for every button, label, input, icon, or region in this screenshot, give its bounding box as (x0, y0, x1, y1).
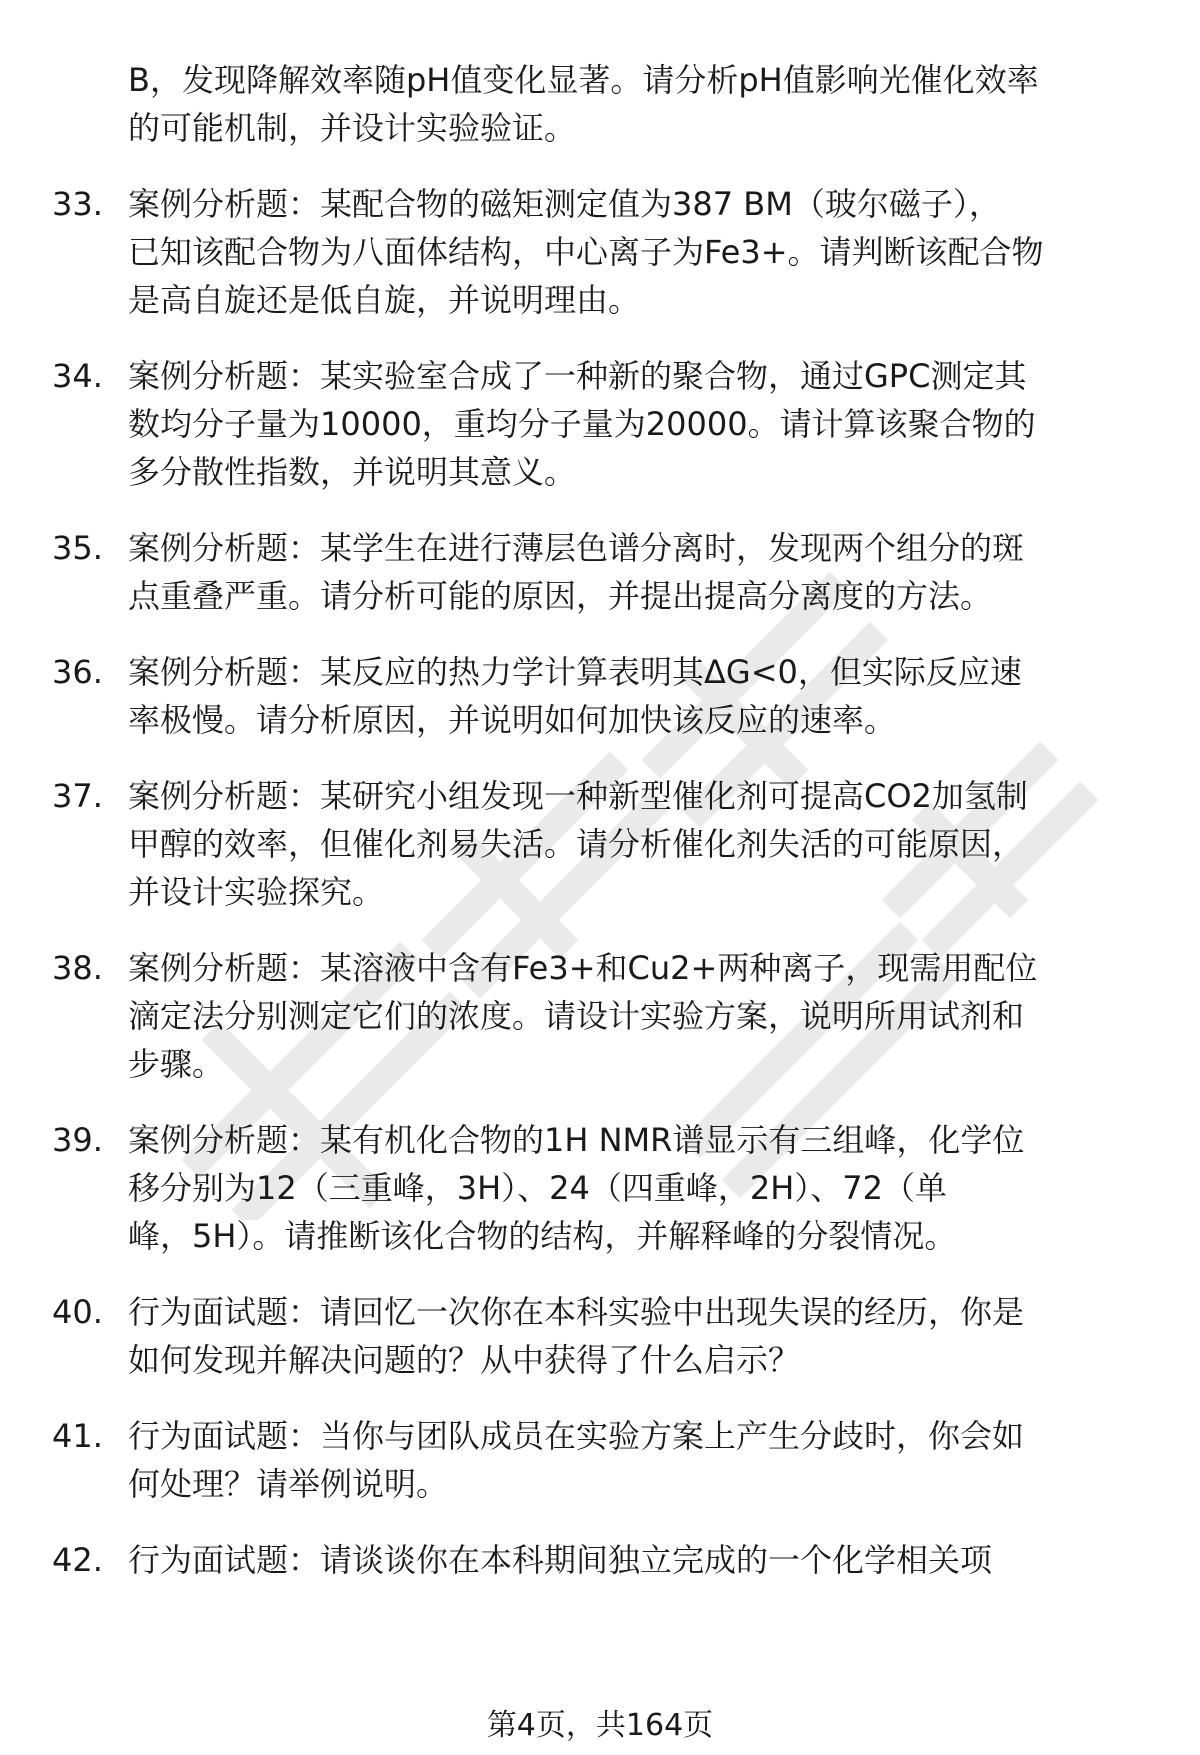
question-38 (0, 944, 1200, 1088)
question-text: 案例分析题：某研究小组发现一种新型催化剂可提高CO2加氢制 甲醇的效率，但催化剂易失活。请分析催化剂失活的可能原因， 并设计实验探究。 (128, 777, 1028, 911)
question-42 (0, 1536, 1200, 1584)
question-number: 37. (52, 777, 103, 815)
question-text: 行为面试题：请谈谈你在本科期间独立完成的一个化学相关项 (128, 1541, 993, 1579)
question-text: 案例分析题：某实验室合成了一种新的聚合物，通过GPC测定其 数均分子量为10000，重均分子量为20000。请计算该聚合物的 多分散性指数，并说明其意义。 (128, 357, 1036, 491)
question-list (0, 56, 1200, 1612)
question-number: 39. (52, 1121, 103, 1159)
question-text: B，发现降解效率随pH值变化显著。请分析pH值影响光催化效率 的可能机制，并设计实验验证。 (128, 61, 1039, 147)
question-number: 38. (52, 949, 103, 987)
question-number: 36. (52, 653, 103, 691)
question-number: 40. (52, 1293, 103, 1331)
question-text: 案例分析题：某反应的热力学计算表明其ΔG<0，但实际反应速 率极慢。请分析原因，并说明如何加快该反应的速率。 (128, 653, 1022, 739)
question-text: 案例分析题：某溶液中含有Fe3+和Cu2+两种离子，现需用配位 滴定法分别测定它们的浓度。请设计实验方案，说明所用试剂和 步骤。 (128, 949, 1038, 1083)
question-40 (0, 1288, 1200, 1384)
question-39 (0, 1116, 1200, 1260)
question-text: 案例分析题：某有机化合物的1H NMR谱显示有三组峰，化学位 移分别为12（三重峰，3H）、24（四重峰，2H）、72（单 峰，5H）。请推断该化合物的结构，并解释峰的分裂情况。 (128, 1121, 1025, 1255)
question-text: 案例分析题：某配合物的磁矩测定值为387 BM（玻尔磁子）， 已知该配合物为八面体结构，中心离子为Fe3+。请判断该配合物 是高自旋还是低自旋，并说明理由。 (128, 185, 1044, 319)
question-continued (0, 56, 1200, 152)
question-34 (0, 352, 1200, 496)
question-36 (0, 648, 1200, 744)
page-number-label: 第4页，共164页 (486, 1708, 714, 1743)
question-33 (0, 180, 1200, 324)
question-37 (0, 772, 1200, 916)
question-number: 35. (52, 529, 103, 567)
page-footer (0, 1706, 1200, 1746)
question-text: 案例分析题：某学生在进行薄层色谱分离时，发现两个组分的斑 点重叠严重。请分析可能的原因，并提出提高分离度的方法。 (128, 529, 1025, 615)
question-number: 34. (52, 357, 103, 395)
question-text: 行为面试题：请回忆一次你在本科实验中出现失误的经历，你是 如何发现并解决问题的？从中获得了什么启示？ (128, 1293, 1025, 1379)
question-number: 33. (52, 185, 103, 223)
question-41 (0, 1412, 1200, 1508)
question-35 (0, 524, 1200, 620)
question-number: 42. (52, 1541, 103, 1579)
question-text: 行为面试题：当你与团队成员在实验方案上产生分歧时，你会如 何处理？请举例说明。 (128, 1417, 1025, 1503)
question-number: 41. (52, 1417, 103, 1455)
